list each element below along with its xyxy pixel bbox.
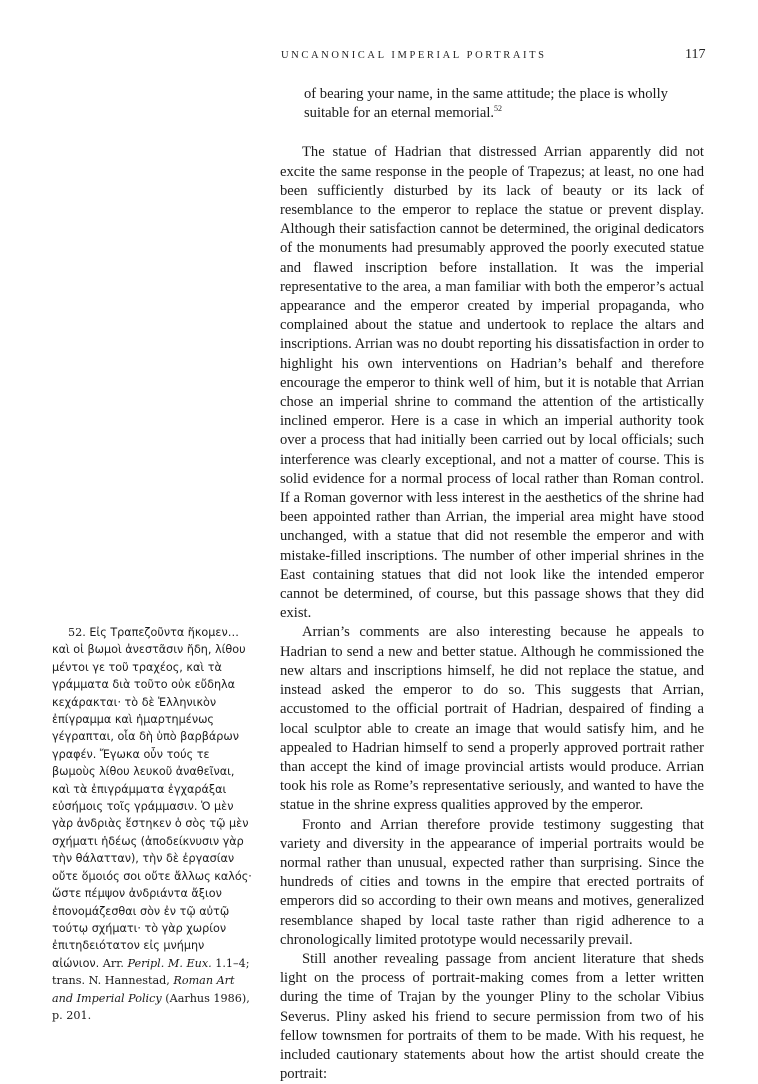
running-head: UNCANONICAL IMPERIAL PORTRAITS — [281, 50, 547, 61]
footnote-greek-text: Εἰς Τραπεζοῦντα ἥκομεν…καὶ οἱ βωμοὶ ἀνεστᾶσιν ἤδη, λίθου μέντοι γε τοῦ τραχέος, καὶ τὰ γράμματα διὰ τοῦτο οὐκ εὔδηλα κεχάρακται· τὸ δὲ Ἑλληνικὸν ἐπίγραμμα καὶ ἡμαρτημένως γέγραπται, οἷα δὴ ὑπὸ βαρβάρων γραφέν. Ἔγωκα οὖν τούς τε βωμοὺς λίθου λευκοῦ ἀναθεῖναι, καὶ τὰ ἐπιγράμματα ἐγχαράξαι εὐσήμοις τοῖς γράμμασιν. Ὁ μὲν γὰρ ἀνδριὰς ἕστηκεν ὁ σὸς τῷ μὲν σχήματι ἡδέως (ἀποδείκνυσιν γὰρ τὴν θάλατταν), τὴν δὲ ἐργασίαν οὔτε ὅμοιός σοι οὔτε ἄλλως καλός· ὥστε πέμψον ἀνδριάντα ἄξιον ἐπονομάζεσθαι σὸν ἐν τῷ αὐτῷ τούτῳ σχήματι· τὸ γὰρ χωρίον ἐπιτηδειότατον εἰς μνήμην αἰώνιον. — [52, 626, 252, 970]
block-quote — [304, 85, 704, 123]
page-number: 117 — [685, 47, 706, 62]
paragraph: The statue of Hadrian that distressed Arrian apparently did not excite the same response in the people of Trapezus; at least, no one had been sufficiently disturbed by its lack of beauty or its lack of resemblance to the emperor to replace the statue or prevent display. Although their satisfaction cannot be determined, the original dedicators of the monuments had presumably approved the poorly executed statue and flawed inscription before installation. It was the imperial representative to the area, a man familiar with both the emperor’s actual appearance and the emperor created by imperial propaganda, who complained about the statue and undertook to replace the altars and inscriptions. Arrian was no doubt reporting his dissatisfaction in order to highlight his own interventions on Hadrian’s behalf and therefore encourage the emperor to think well of him, but it is notable that Arrian chose an imperial shrine to command the attention of the artistically inclined emperor. Here is a case in which an imperial authority took over a process that had initially been carried out by local officials; such interference was clearly exceptional, and not a matter of course. This is solid evidence for a normal process of local rather than Roman control. If a Roman governor with less interest in the aesthetics of the shrine had been appointed rather than Arrian, the imperial area might have stood unchanged, with a statue that did not resemble the emperor and with mistake-filled inscriptions. The number of other imperial shrines in the East containing statues that did not look like the intended emperor cannot be determined, of course, but this passage shows that they did exist. — [280, 144, 704, 622]
footnote-reference[interactable]: 52 — [494, 104, 503, 114]
paragraph: Still another revealing passage from ancient literature that sheds light on the process of portrait-making comes from a letter written during the time of Trajan by the younger Pliny to the scholar Vibius Severus. Pliny asked his friend to secure permission from two of his fellow townsmen for portraits of them to be made. With his request, he included cautionary statements about how the artist should create the portrait: — [280, 950, 704, 1083]
footnote-52 — [52, 624, 252, 1024]
citation-title: Peripl. M. Eux. — [127, 956, 212, 970]
main-text-column — [280, 85, 704, 1084]
paragraph: Fronto and Arrian therefore provide testimony suggesting that variety and diversity in the appearance of imperial portraits would be normal rather than unusual, expected rather than surprising. Since the hundreds of cities and towns in the empire that erected portraits of emperors did so according to their own means and motives, generalized resemblance shaped by local taste rather than rigid adherence to a chronologically limited prototype would necessarily prevail. — [280, 816, 704, 948]
footnote-number: 52. — [68, 626, 86, 639]
book-rest: (Aarhus 1986), p. 201. — [52, 991, 250, 1022]
citation-prefix: Arr. — [102, 956, 124, 970]
paragraph: Arrian’s comments are also interesting because he appeals to Hadrian to send a new and better statue. Although he commissioned the new altars and inscriptions himself, he did not replace the statue, and instead asked the emperor to do so. This suggests that Arrian, accustomed to the official portrait of Hadrian, despaired of finding a local sculptor able to create an image that would satisfy him, and he appealed to Hadrian himself to send a properly approved portrait rather than accept the kind of image provincial artists would produce. Arrian took his role as Rome’s representative seriously, and wanted to have the statue in the shrine express qualities approved by the emperor. — [280, 624, 704, 814]
citation-rest: 1.1–4; trans. N. Hannestad, — [52, 956, 250, 988]
book-title: Roman Art and Imperial Policy — [52, 974, 235, 1005]
block-quote-text: of bearing your name, in the same attitude; the place is wholly suitable for an eternal memorial. — [304, 86, 668, 122]
